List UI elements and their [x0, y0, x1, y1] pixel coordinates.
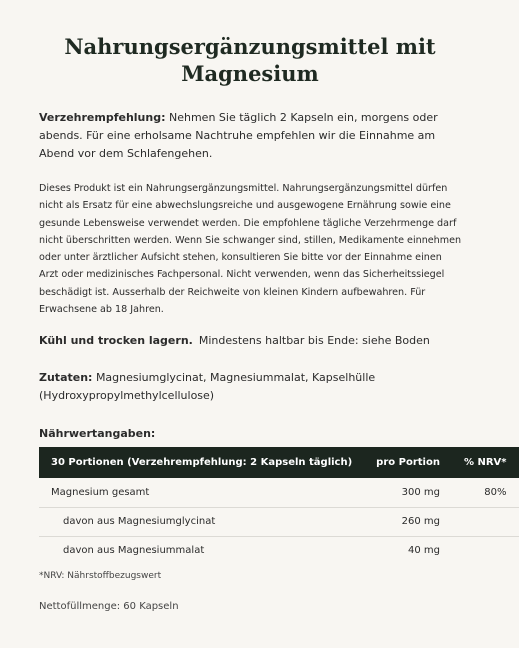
nutrient-nrv: 80% [484, 486, 507, 498]
nutrition-title: Nährwertangaben: [39, 427, 156, 440]
table-row [39, 507, 519, 536]
nutrient-nrv [452, 536, 519, 565]
storage-info [39, 333, 430, 349]
nutrient-name: davon aus Magnesiummalat [63, 545, 205, 557]
nutrient-name: davon aus Magnesiumglycinat [63, 516, 216, 527]
page-title: Nahrungsergänzungsmittel mit Magnesium [64, 34, 436, 86]
storage-text: Mindestens haltbar bis Ende: siehe Boden [198, 334, 430, 347]
nutrient-amount: 40 mg [407, 545, 440, 557]
ingredients-label: Zutaten: [39, 371, 93, 384]
nutrition-header-row [39, 447, 519, 478]
nutrient-name: Magnesium gesamt [51, 486, 150, 498]
nutrient-nrv [452, 507, 519, 536]
ingredients-text: Magnesiumglycinat, Magnesiummalat, Kapselhülle (Hydroxypropylmethylcellulose) [39, 371, 376, 402]
ingredients [39, 369, 469, 405]
nutrient-amount: 300 mg [401, 486, 440, 498]
header-nrv: % NRV* [463, 457, 507, 468]
nutrition-table [39, 447, 519, 565]
disclaimer-text: Dieses Produkt ist ein Nahrungsergänzungsmittel. Nahrungsergänzungsmittel dürfen nicht als Ersatz für eine abwechslungsreiche und ausgewogene Ernährung sowie eine gesunde Lebensweise verwendet werden. Die empfohlene tägliche Verzehrmenge darf nicht überschritten werden. Wenn Sie schwanger sind, stillen, Medikamente einnehmen oder unter ärztlicher Aufsicht stehen, konsultieren Sie bitte vor der Einnahme einen Arzt oder medizinisches Fachpersonal. Nicht verwenden, wenn das Sicherheitssiegel beschädigt ist. Ausserhalb der Reichweite von kleinen Kindern aufbewahren. Für Erwachsene ab 18 Jahren. [39, 183, 462, 316]
storage-label: Kühl und trocken lagern. [39, 334, 193, 347]
table-row [39, 478, 519, 507]
intake-text: Nehmen Sie täglich 2 Kapseln ein, morgens oder abends. Für eine erholsame Nachtruhe empfehlen wir die Einnahme am Abend vor dem Schlafengehen. [39, 111, 438, 160]
intake-label: Verzehrempfehlung: [39, 111, 166, 124]
table-row [39, 536, 519, 565]
nrv-footnote: *NRV: Nährstoffbezugswert [39, 571, 162, 581]
intake-recommendation [39, 109, 469, 163]
header-per-portion: pro Portion [376, 457, 440, 468]
header-portions: 30 Portionen (Verzehrempfehlung: 2 Kapseln täglich) [51, 457, 353, 468]
net-quantity: Nettofüllmenge: 60 Kapseln [39, 601, 179, 612]
nutrient-amount: 260 mg [401, 516, 440, 527]
